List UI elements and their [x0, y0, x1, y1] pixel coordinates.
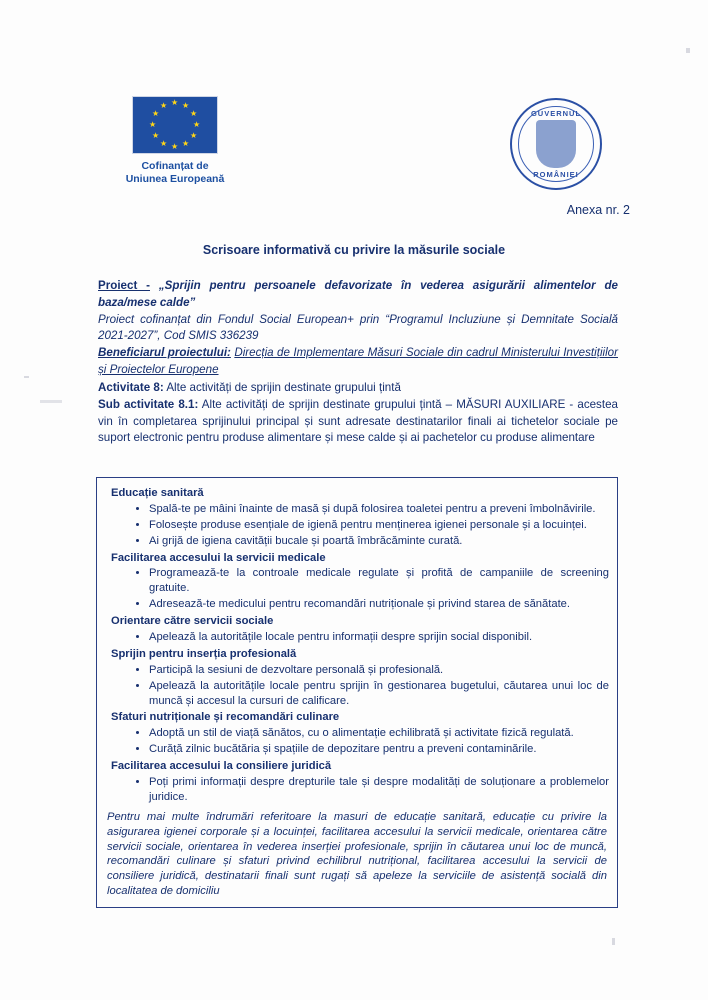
- list-item: • Apelează la autoritățile locale pentru sprijin în gestionarea bugetului, căutarea unui loc de muncă și accesul la cursuri de calificare.: [149, 679, 609, 709]
- list-item: • Folosește produse esențiale de igienă pentru menținerea igienei personale și a locuinței.: [149, 518, 609, 533]
- eu-caption-line-1: Cofinanțat de: [141, 160, 209, 172]
- activity-line: [98, 380, 618, 397]
- measure-list: [105, 630, 609, 645]
- government-logo: [508, 98, 604, 190]
- measure-list: [105, 775, 609, 805]
- project-beneficiary-line: [98, 345, 618, 379]
- measure-heading: Facilitarea accesului la servicii medicale: [111, 551, 326, 564]
- beneficiary-label: Beneficiarul proiectului:: [98, 346, 231, 360]
- list-item: • Programează-te la controale medicale regulate și profită de campaniile de screening gratuite.: [149, 566, 609, 596]
- list-item: • Spală-te pe mâini înainte de masă și după folosirea toaletei pentru a preveni îmbolnăvirile.: [149, 502, 609, 517]
- scan-speck: [686, 48, 690, 53]
- project-label: Proiect -: [98, 279, 150, 292]
- beneficiary-value: Direcția de Implementare Măsuri Sociale din cadrul Ministerului Investițiilor și Proiectelor Europene: [98, 346, 618, 376]
- project-cofinancing: Proiect cofinanțat din Fondul Social European+ prin “Programul Incluziune și Demnitate Socială 2021-2027”, Cod SMIS 336239: [98, 312, 618, 343]
- eu-logo-caption: [110, 160, 240, 186]
- subactivity-label: Sub activitate 8.1:: [98, 397, 199, 411]
- seal-text-bottom: ROMÂNIEI: [533, 170, 579, 179]
- logo-row: [0, 96, 708, 196]
- project-info-block: [98, 278, 618, 379]
- measure-list: [105, 566, 609, 612]
- activity-label: Activitate 8:: [98, 381, 164, 394]
- list-item: • Adoptă un stil de viață sănătos, cu o alimentație echilibrată și activitate fizică regulată.: [149, 726, 609, 741]
- list-item: • Ai grijă de igiena cavității bucale și poartă îmbrăcăminte curată.: [149, 534, 609, 549]
- list-item: • Poți primi informații despre drepturile tale și despre modalități de soluționare a problemelor juridice.: [149, 775, 609, 805]
- annex-number: Anexa nr. 2: [566, 203, 630, 217]
- project-line: [98, 278, 618, 312]
- list-item: • Apelează la autoritățile locale pentru informații despre sprijin social disponibil.: [149, 630, 609, 645]
- scan-speck: [24, 376, 29, 378]
- activity-text: Alte activități de sprijin destinate grupului țintă: [166, 381, 401, 394]
- measures-footer: Pentru mai multe îndrumări referitoare la masuri de educație sanitară, educație cu privire la asigurarea igienei corporale și a locuinței, facilitarea accesului la servicii medicale, orientarea către servicii sociale, orientarea în vederea inserției profesionale, sprijin în căutarea unui loc de muncă, recomandări culinare și sfaturi privind echilibrul nutrițional, facilitarea accesului la servicii de consiliere juridică, destinatarii finali sunt rugați să apeleze la serviciile de asistență socială din localitatea de domiciliu: [107, 810, 607, 898]
- measure-list: [105, 502, 609, 549]
- measure-heading: Orientare către servicii sociale: [111, 615, 274, 628]
- activity-block: [98, 380, 618, 447]
- list-item: • Adresează-te medicului pentru recomandări nutriționale și privind starea de sănătate.: [149, 597, 609, 612]
- measure-heading: Sprijin pentru inserția profesională: [111, 647, 297, 660]
- subactivity-line: [98, 397, 618, 447]
- seal-emblem-icon: [536, 120, 576, 168]
- measure-heading: Facilitarea accesului la consiliere juridică: [111, 760, 332, 773]
- project-name: „Sprijin pentru persoanele defavorizate în vederea asigurării alimentelor de baza/mese calde”: [98, 279, 618, 309]
- list-item: • Participă la sesiuni de dezvoltare personală și profesională.: [149, 663, 609, 678]
- page-title: Scrisoare informativă cu privire la măsurile sociale: [202, 243, 506, 257]
- romanian-government-seal-icon: [510, 98, 602, 190]
- measure-list: [105, 663, 609, 709]
- eu-stars-icon: ★ ★ ★ ★ ★ ★ ★ ★ ★ ★ ★ ★: [149, 98, 201, 151]
- scan-speck: [40, 400, 62, 403]
- measures-box: [96, 477, 618, 908]
- eu-flag-icon: [132, 96, 218, 154]
- seal-text-top: GUVERNUL: [530, 109, 582, 118]
- measure-heading: Sfaturi nutriționale și recomandări culinare: [111, 711, 340, 724]
- list-item: • Curăță zilnic bucătăria și spațiile de depozitare pentru a preveni contaminările.: [149, 742, 609, 757]
- eu-caption-line-2: Uniunea Europeană: [125, 173, 225, 186]
- scan-speck: [612, 938, 615, 945]
- measure-heading: Educație sanitară: [111, 487, 204, 499]
- measure-list: [105, 726, 609, 757]
- subactivity-text: Alte activități de sprijin destinate grupului țintă – MĂSURI AUXILIARE - acestea vin în completarea sprijinului principal și sunt adresate destinatarilor finali ai tichetelor sociale pe suport electronic pentru produse alimentare și mese calde și ai pachetelor cu produse alimentare: [98, 397, 618, 445]
- eu-logo: [110, 96, 240, 186]
